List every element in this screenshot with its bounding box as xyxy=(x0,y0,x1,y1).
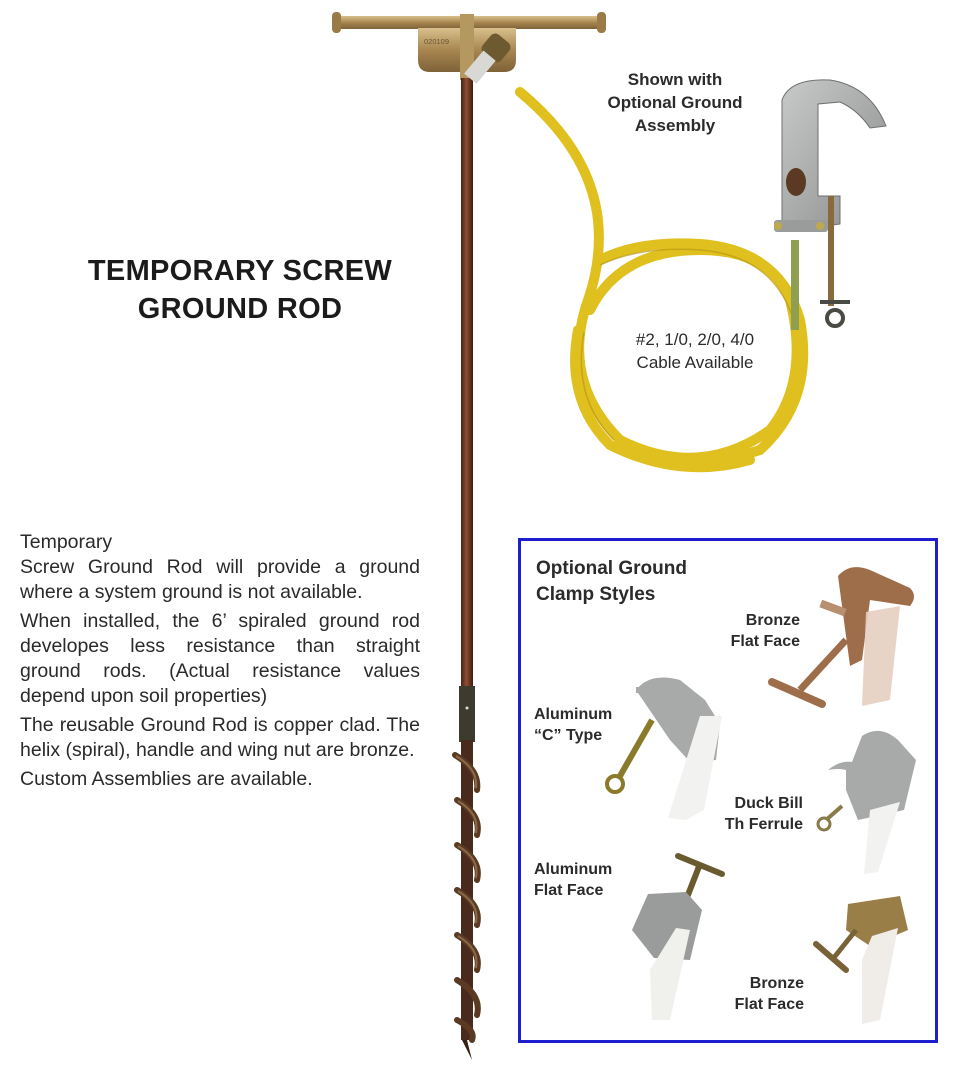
clamp-label-line: Th Ferrule xyxy=(724,816,803,833)
callout-line: #2, 1/0, 2/0, 4/0 xyxy=(635,330,755,349)
callout-line: Shown with xyxy=(627,70,723,89)
description-lead: Temporary xyxy=(20,531,113,553)
callout-line: Assembly xyxy=(634,116,716,135)
callout-line: Optional Ground xyxy=(607,93,743,112)
clamp-label-line: Bronze xyxy=(745,612,800,629)
clamp-label-line: “C” Type xyxy=(534,727,603,744)
clamp-label-duck-bill xyxy=(700,793,803,835)
clamp-label-line: Aluminum xyxy=(534,706,613,723)
description-paragraph-4: Custom Assemblies are available. xyxy=(20,768,313,790)
box-title-line: Clamp Styles xyxy=(536,584,656,605)
clamp-label-line: Duck Bill xyxy=(734,795,803,812)
clamp-label-aluminum-flat-face xyxy=(534,859,634,901)
description-paragraph-2: When installed, the 6’ spiraled ground rod developes less resistance than straight ground rods. (Actual resistance values depend upon soil properties) xyxy=(20,610,420,707)
bronze-flat-face-small-clamp-icon xyxy=(816,896,908,1024)
clamp-label-line: Flat Face xyxy=(730,633,800,650)
duck-bill-clamp-icon xyxy=(818,731,916,874)
clamp-label-line: Bronze xyxy=(749,975,804,992)
description-text: Screw Ground Rod will provide a ground where a system ground is not available. xyxy=(20,556,420,603)
clamp-label-line: Aluminum xyxy=(534,861,613,878)
description-paragraph-3: The reusable Ground Rod is copper clad. The helix (spiral), handle and wing nut are bronze. xyxy=(20,714,420,761)
title-line-2: GROUND ROD xyxy=(137,293,343,325)
clamp-label-bronze-flat-face xyxy=(700,610,800,652)
clamp-label-line: Flat Face xyxy=(534,882,604,899)
clamp-label-bronze-flat-face-2 xyxy=(704,973,804,1015)
title-line-1: TEMPORARY SCREW xyxy=(87,255,393,287)
callout-line: Cable Available xyxy=(636,353,754,372)
clamp-label-aluminum-c-type xyxy=(534,704,634,746)
box-title-line: Optional Ground xyxy=(536,558,687,579)
clamp-label-line: Flat Face xyxy=(734,996,804,1013)
handle-stamp: 020109 xyxy=(424,37,450,46)
